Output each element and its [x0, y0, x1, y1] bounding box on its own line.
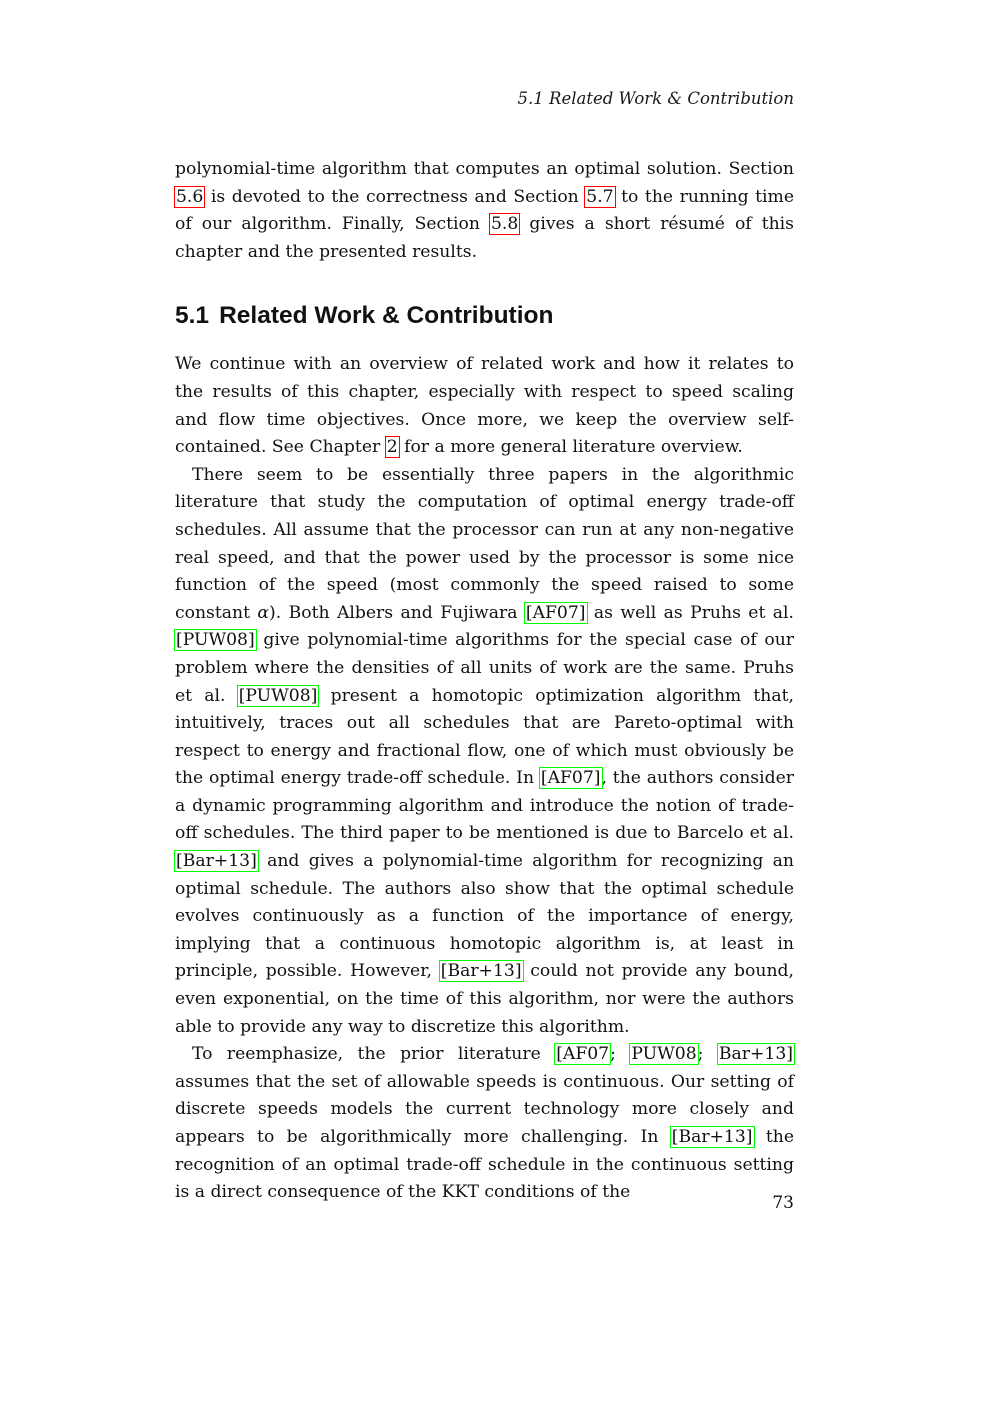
text-run: , the authors consider a dynamic programming algorithm and introduce the notion of trade-off schedules. The third paper to be mentioned is due to Barcelo et al.: [175, 768, 794, 844]
citation-link[interactable]: [AF07]: [540, 768, 601, 789]
citation-link[interactable]: PUW08: [631, 1044, 697, 1065]
text-run: for a more general literature overview.: [398, 437, 743, 458]
text-run: present a homotopic optimization algorithm that, intuitively, traces out all schedules that are Pareto-optimal with respect to energy and fractional flow, one of which must obviously be the optimal energy trade-off schedule. In: [175, 685, 794, 789]
citation-link[interactable]: [Bar+13]: [440, 961, 522, 982]
text-run: as well as Pruhs et al.: [586, 602, 794, 623]
paragraph-prior-work: [175, 462, 794, 1041]
text-run: polynomial-time algorithm that computes an optimal solution. Section: [175, 159, 794, 179]
text-run: To reemphasize, the prior literature: [192, 1044, 556, 1065]
text-run: and gives a polynomial-time algorithm for recognizing an optimal schedule. The authors also show that the optimal schedule evolves continuously as a function of the importance of energy, implying that a continuous homotopic algorithm is, at least in principle, possible. However,: [175, 851, 794, 982]
text-run: is devoted to the correctness and Section: [204, 186, 586, 207]
citation-link[interactable]: [AF07: [556, 1044, 610, 1065]
chapter-ref-link[interactable]: 2: [386, 437, 398, 458]
text-run: the recognition of an optimal trade-off schedule in the continuous setting is a direct consequence of the KKT conditions of the: [175, 1127, 794, 1203]
citation-separator: ;: [610, 1044, 631, 1065]
section-title: Related Work & Contribution: [219, 302, 554, 330]
citation-link[interactable]: Bar+13]: [718, 1044, 793, 1065]
text-run: could not provide any bound, even exponential, on the time of this algorithm, nor were the authors able to provide any way to discretize this algorithm.: [175, 961, 794, 1037]
citation-link[interactable]: [AF07]: [525, 602, 586, 623]
citation-link[interactable]: [PUW08]: [238, 685, 318, 706]
paragraph-overview: [175, 351, 794, 461]
page-body: [175, 156, 794, 1207]
running-header: 5.1 Related Work & Contribution: [517, 89, 794, 108]
math-alpha: α: [257, 602, 270, 623]
citation-link[interactable]: [Bar+13]: [671, 1127, 753, 1147]
intro-paragraph: [175, 156, 794, 266]
paragraph-reemphasize: [175, 1041, 794, 1207]
citation-separator: ;: [697, 1044, 718, 1065]
text-run: gives a short résumé of this chapter and the presented results.: [175, 214, 794, 262]
text-run: We continue with an overview of related work and how it relates to the results of this chapter, especially with respect to speed scaling and flow time objectives. Once more, we keep the overview self-contained. See Chapter: [175, 354, 794, 458]
text-run: assumes that the set of allowable speeds is continuous. Our setting of discrete speeds models the current technology more closely and appears to be algorithmically more challenging. In: [175, 1071, 794, 1147]
text-run: There seem to be essentially three papers in the algorithmic literature that study the computation of optimal energy trade-off schedules. All assume that the processor can run at any non-negative real speed, and that the power used by the processor is some nice function of the speed (most commonly the speed raised to some constant: [175, 464, 794, 623]
section-ref-link[interactable]: 5.8: [490, 214, 519, 235]
citation-link[interactable]: [PUW08]: [176, 630, 255, 651]
section-number: 5.1: [175, 302, 210, 330]
section-ref-link[interactable]: 5.7: [586, 186, 614, 207]
text-run: ). Both Albers and Fujiwara: [269, 602, 525, 623]
citation-link[interactable]: [Bar+13]: [176, 851, 257, 872]
section-ref-link[interactable]: 5.6: [176, 186, 204, 207]
page-number: 73: [772, 1193, 794, 1213]
text-run: give polynomial-time algorithms for the special case of our problem where the densities of all units of work are the same. Pruhs et al.: [175, 630, 794, 706]
section-heading: [175, 301, 794, 331]
text-run: to the running time of our algorithm. Finally, Section: [175, 186, 794, 235]
